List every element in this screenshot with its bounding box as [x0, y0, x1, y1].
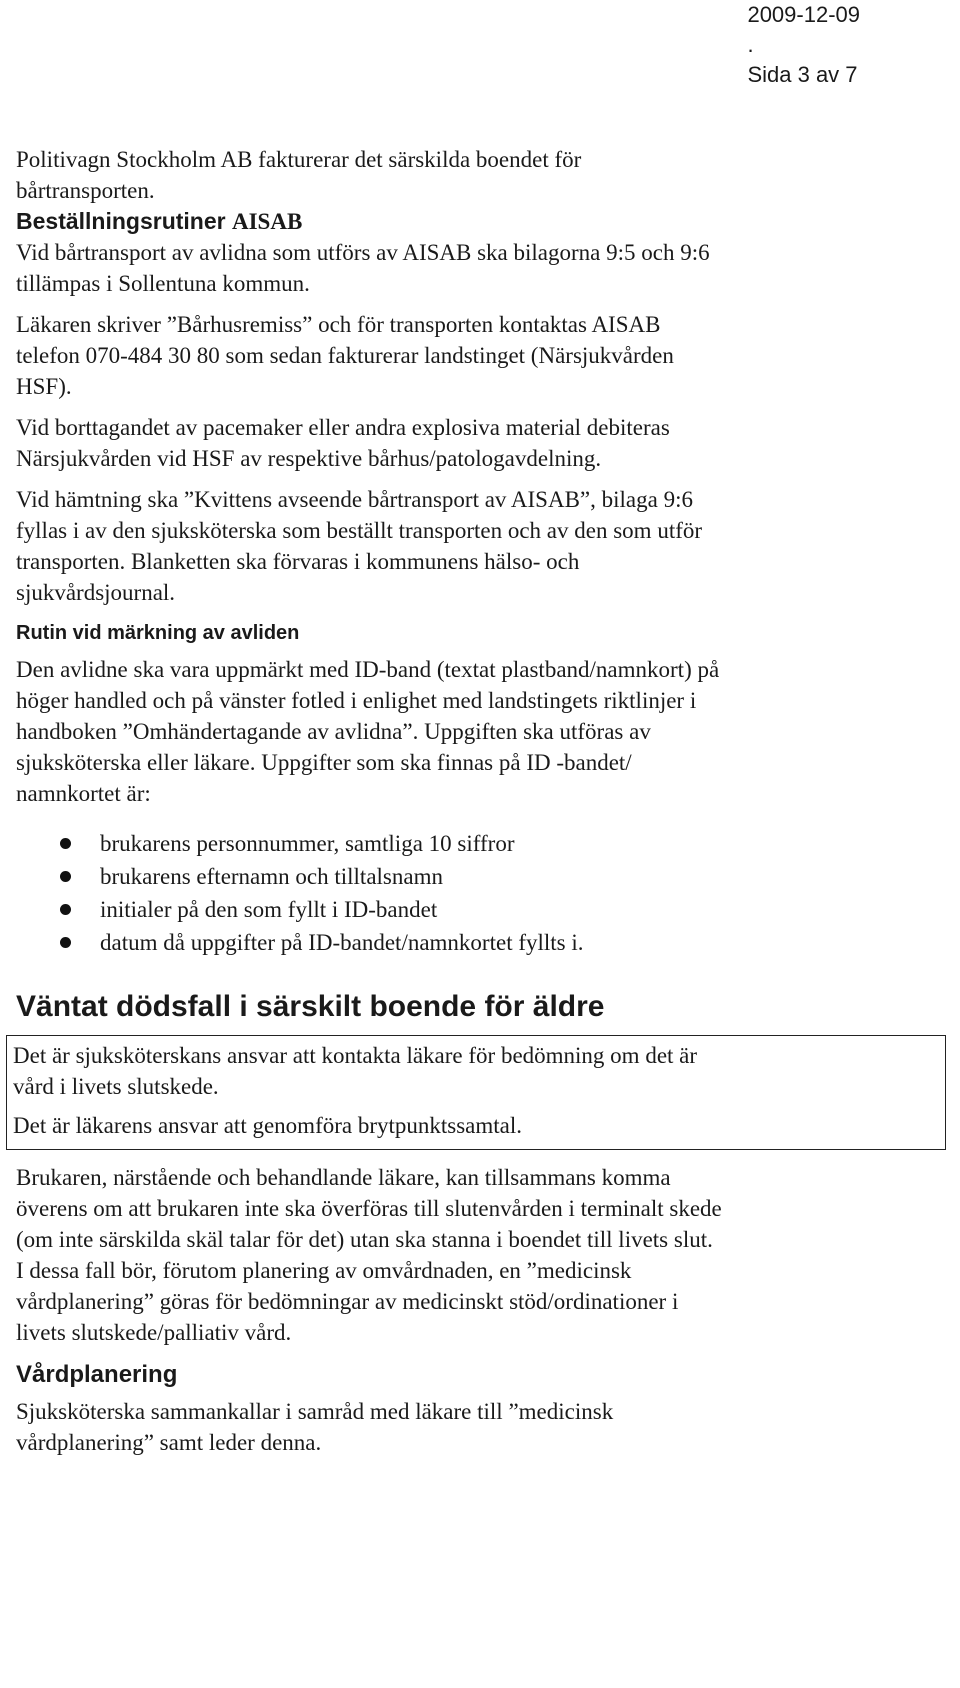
list-item: initialer på den som fyllt i ID-bandet	[16, 893, 936, 926]
bullet-icon	[60, 871, 71, 882]
paragraph-bartransport: Vid bårtransport av avlidna som utförs av AISAB ska bilagorna 9:5 och 9:6 tillämpas i Sollentuna kommun.	[16, 240, 710, 296]
paragraph-brukaren: Brukaren, närstående och behandlande läkare, kan tillsammans komma överens om att brukaren inte ska överföras till slutenvården i terminalt skede (om inte särskilda skäl talar för det) utan ska stanna i boendet till livets slut. I dessa fall bör, förutom planering av omvårdnaden, en ”medicinsk vårdplanering” göras för bedömningar av medicinskt stöd/ordinationer i livets slutskede/palliativ vård.	[16, 1165, 722, 1345]
heading-vantat-dodsfall: Väntat dödsfall i särskilt boende för äldre	[16, 990, 605, 1023]
paragraph-kvittens: Vid hämtning ska ”Kvittens avseende bårtransport av AISAB”, bilaga 9:6 fyllas i av den sjuksköterska som beställt transporten och av den som utför transporten. Blanketten ska förvaras i kommunens hälso- och sjukvårdsjournal.	[16, 487, 703, 605]
box-paragraph-lakare: Det är läkarens ansvar att genomföra brytpunktssamtal.	[13, 1113, 523, 1138]
heading-bestallningsrutiner-text: Beställningsrutiner	[16, 208, 226, 234]
heading-vardplanering: Vårdplanering	[16, 1361, 178, 1388]
paragraph-pacemaker: Vid borttagandet av pacemaker eller andra explosiva material debiteras Närsjukvården vid HSF av respektive bårhus/patologavdelning.	[16, 415, 670, 471]
header-dot: .	[747, 32, 754, 57]
bullet-icon	[60, 937, 71, 948]
heading-bestallningsrutiner	[16, 206, 936, 237]
paragraph-vardplanering: Sjuksköterska sammankallar i samråd med läkare till ”medicinsk vårdplanering” samt leder denna.	[16, 1399, 614, 1455]
responsibility-box	[6, 1035, 946, 1150]
list-item: brukarens efternamn och tilltalsnamn	[16, 860, 936, 893]
box-paragraph-sjukskoterska: Det är sjuksköterskans ansvar att kontakta läkare för bedömning om det är vård i livets slutskede.	[13, 1043, 698, 1099]
bullet-icon	[60, 838, 71, 849]
intro-paragraph: Politivagn Stockholm AB fakturerar det särskilda boendet för bårtransporten.	[16, 147, 582, 203]
bullet-icon	[60, 904, 71, 915]
id-band-list	[16, 827, 936, 959]
document-body	[13, 144, 936, 1468]
heading-rutin-markning: Rutin vid märkning av avliden	[16, 622, 300, 644]
paragraph-id-band: Den avlidne ska vara uppmärkt med ID-band (textat plastband/namnkort) på höger handled och på vänster fotled i enlighet med landstingets riktlinjer i handboken ”Omhändertagande av avlidna”. Uppgiften ska utföras av sjuksköterska eller läkare. Uppgifter som ska finnas på ID -bandet/ namnkortet är:	[16, 657, 720, 806]
paragraph-barhusremiss: Läkaren skriver ”Bårhusremiss” och för transporten kontaktas AISAB telefon 070-484 30 80 som sedan fakturerar landstinget (Närsjukvården HSF).	[16, 312, 674, 399]
list-item: brukarens personnummer, samtliga 10 siffror	[16, 827, 936, 860]
heading-bestallningsrutiner-aisab: AISAB	[232, 209, 303, 234]
page-header	[747, 0, 860, 90]
list-item: datum då uppgifter på ID-bandet/namnkortet fyllts i.	[16, 926, 936, 959]
header-date: 2009-12-09	[747, 2, 860, 27]
header-page-number: Sida 3 av 7	[747, 62, 858, 87]
